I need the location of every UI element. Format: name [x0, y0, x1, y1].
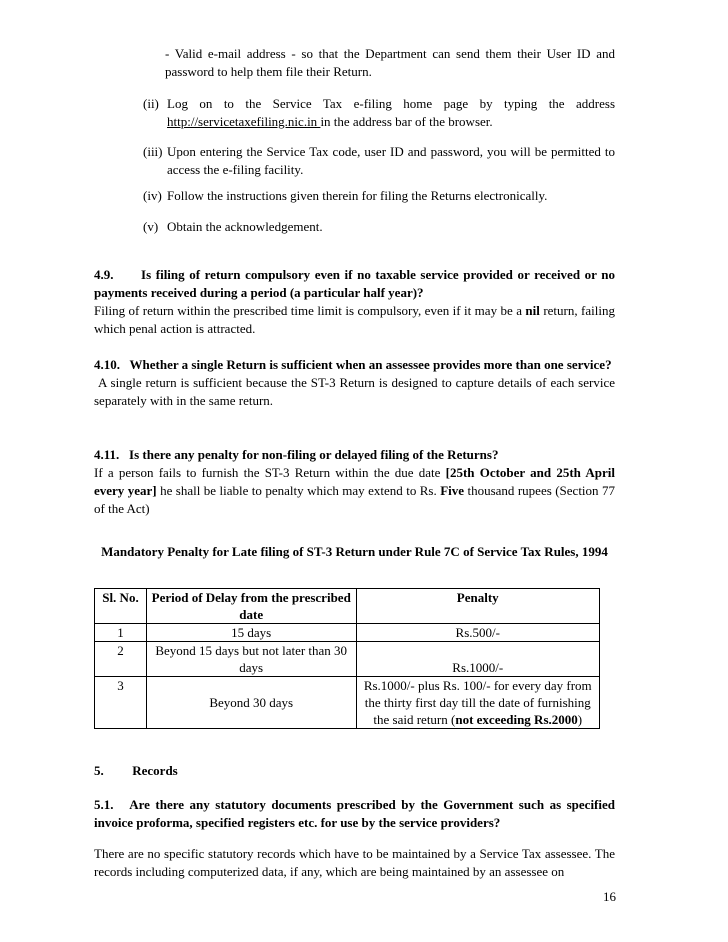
- cell-sl: 1: [95, 624, 147, 642]
- step-number: (v): [143, 219, 159, 234]
- cell-sl: 2: [95, 642, 147, 677]
- cell-period: Beyond 15 days but not later than 30 days: [146, 642, 356, 677]
- penalty-table-title: Mandatory Penalty for Late filing of ST-3 Return under Rule 7C of Service Tax Rules, 1994: [101, 544, 608, 559]
- cell-sl: 3: [95, 677, 147, 729]
- answer-text: [94, 464, 615, 518]
- faq-4-9: [94, 266, 619, 338]
- answer-bold: [25th October and 25th April every year]: [94, 465, 615, 498]
- question-heading: 4.10. Whether a single Return is sufficient when an assessee provides more than one service?: [94, 357, 612, 372]
- header-penalty: Penalty: [356, 589, 600, 624]
- answer-bold: Five: [440, 483, 465, 498]
- step-text-after: in the address bar of the browser.: [320, 114, 493, 129]
- question-heading: 4.9. Is filing of return compulsory even if no taxable service provided or received or no payments received during a period (a particular half year)?: [94, 267, 619, 300]
- answer-text: There are no specific statutory records which have to be maintained by a Service Tax assessee. The records including computerized data, if any, which are being maintained by an assessee on: [94, 846, 615, 879]
- faq-5-1: [94, 796, 619, 881]
- header-sl-no: Sl. No.: [95, 589, 147, 624]
- answer-bold: nil: [525, 303, 540, 318]
- answer-part: If a person fails to furnish the ST-3 Return within the due date: [94, 465, 446, 480]
- answer-text: [94, 302, 615, 338]
- table-row: [95, 624, 600, 642]
- table-row: [95, 642, 600, 677]
- answer-part: return, failing which penal action is attracted.: [94, 303, 615, 336]
- step-text: Upon entering the Service Tax code, user ID and password, you will be permitted to access the e-filing facility.: [167, 144, 615, 177]
- step-text-before: Log on to the Service Tax e-filing home page by typing the address: [167, 96, 615, 111]
- step-number: (ii): [143, 96, 159, 111]
- section-number: 5.: [94, 763, 104, 778]
- step-iv: [143, 187, 615, 205]
- cell-period: 15 days: [146, 624, 356, 642]
- step-number: (iv): [143, 188, 162, 203]
- penalty-text: Rs.1000/- plus Rs. 100/- for every day from the thirty first day till the date of furnishing the said return (: [363, 678, 592, 727]
- cell-penalty: [356, 677, 600, 729]
- bullet-dash: -: [165, 46, 170, 61]
- cell-period: Beyond 30 days: [146, 677, 356, 729]
- step-iii: [143, 143, 615, 179]
- penalty-text: ): [577, 712, 583, 727]
- answer-part: thousand rupees (Section 77 of the Act): [94, 483, 615, 516]
- bullet-text: Valid e-mail address - so that the Department can send them their User ID and password to help them file their Return.: [165, 46, 616, 79]
- table-header-row: [95, 589, 600, 624]
- cell-penalty: Rs.1000/-: [356, 642, 600, 677]
- question-heading: 4.11. Is there any penalty for non-filing or delayed filing of the Returns?: [94, 447, 499, 462]
- step-text: [167, 95, 615, 131]
- step-v: [143, 218, 615, 236]
- section-title: Records: [132, 763, 178, 778]
- answer-part: he shall be liable to penalty which may extend to Rs.: [156, 483, 441, 498]
- penalty-bold: not exceeding Rs.2000: [455, 712, 578, 727]
- question-heading: 5.1. Are there any statutory documents prescribed by the Government such as specified invoice proforma, specified registers etc. for use by the service providers?: [94, 797, 619, 830]
- table-row: [95, 677, 600, 729]
- section-5-heading: [94, 762, 615, 780]
- penalty-table: [94, 588, 600, 729]
- step-text: Follow the instructions given therein for filing the Returns electronically.: [167, 188, 548, 203]
- answer-text: A single return is sufficient because the ST-3 Return is designed to capture details of each service separately with in the same return.: [94, 375, 619, 408]
- cell-penalty: Rs.500/-: [356, 624, 600, 642]
- page-number: 16: [603, 889, 616, 904]
- step-number: (iii): [143, 144, 163, 159]
- faq-4-11: [94, 446, 615, 518]
- header-period: Period of Delay from the prescribed date: [146, 589, 356, 624]
- step-text: Obtain the acknowledgement.: [167, 219, 323, 234]
- answer-part: Filing of return within the prescribed time limit is compulsory, even if it may be a: [94, 303, 526, 318]
- faq-4-10: [94, 356, 619, 410]
- servicetax-efiling-link[interactable]: http://servicetaxefiling.nic.in: [167, 114, 321, 129]
- step-ii: [143, 95, 615, 131]
- email-bullet-item: [165, 45, 615, 81]
